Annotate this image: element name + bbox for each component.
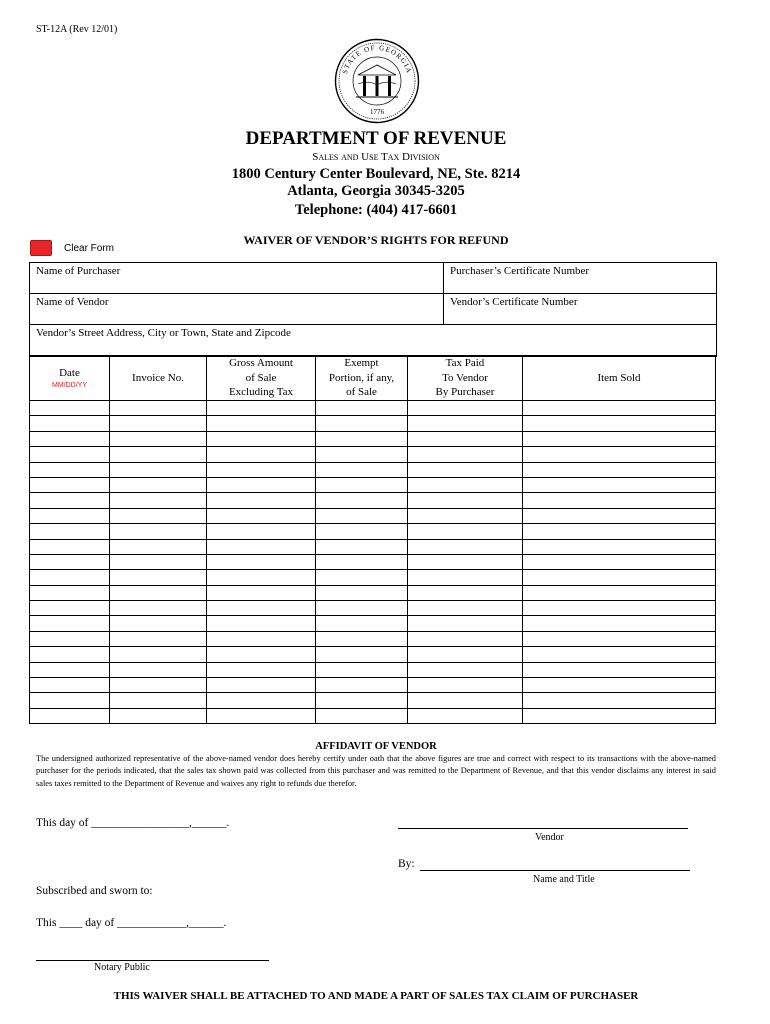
table-cell[interactable] xyxy=(110,678,207,693)
table-cell[interactable] xyxy=(316,416,408,431)
table-cell[interactable] xyxy=(523,693,716,708)
table-cell[interactable] xyxy=(110,508,207,523)
table-cell[interactable] xyxy=(523,462,716,477)
table-cell[interactable] xyxy=(30,401,110,416)
table-cell[interactable] xyxy=(523,401,716,416)
table-cell[interactable] xyxy=(110,662,207,677)
table-cell[interactable] xyxy=(408,662,523,677)
table-cell[interactable] xyxy=(30,708,110,723)
col-gross-amount xyxy=(207,356,316,401)
table-cell[interactable] xyxy=(408,570,523,585)
col-gross-line2: of Sale xyxy=(245,371,277,384)
table-cell[interactable] xyxy=(110,570,207,585)
table-cell[interactable] xyxy=(523,647,716,662)
georgia-seal-logo xyxy=(334,38,420,124)
table-cell[interactable] xyxy=(408,493,523,508)
table-cell[interactable] xyxy=(110,601,207,616)
table-cell[interactable] xyxy=(30,493,110,508)
table-cell[interactable] xyxy=(316,477,408,492)
table-cell[interactable] xyxy=(207,416,316,431)
table-cell[interactable] xyxy=(207,477,316,492)
table-cell[interactable] xyxy=(408,416,523,431)
table-cell[interactable] xyxy=(30,524,110,539)
affidavit-title: AFFIDAVIT OF VENDOR xyxy=(315,741,437,752)
seal-top-text: STATE OF GEORGIA xyxy=(340,43,414,75)
vendor-cert-field[interactable] xyxy=(444,294,716,324)
table-cell[interactable] xyxy=(207,462,316,477)
table-row xyxy=(30,631,716,646)
this-day-line-2[interactable]: This ____ day of ____________,______. xyxy=(36,917,227,929)
form-title: WAIVER OF VENDOR’S RIGHTS FOR REFUND xyxy=(243,233,509,247)
table-cell[interactable] xyxy=(408,647,523,662)
col-gross-line3: Excluding Tax xyxy=(228,386,294,399)
table-cell[interactable] xyxy=(110,631,207,646)
table-cell[interactable] xyxy=(408,693,523,708)
table-cell[interactable] xyxy=(408,708,523,723)
table-cell[interactable] xyxy=(408,539,523,554)
table-cell[interactable] xyxy=(523,493,716,508)
table-cell[interactable] xyxy=(523,616,716,631)
table-row xyxy=(30,647,716,662)
vendor-address-label: Vendor’s Street Address, City or Town, State and Zipcode xyxy=(36,327,291,339)
table-cell[interactable] xyxy=(316,401,408,416)
table-row xyxy=(30,524,716,539)
table-cell[interactable] xyxy=(207,554,316,569)
table-cell[interactable] xyxy=(207,401,316,416)
table-cell[interactable] xyxy=(523,477,716,492)
table-cell[interactable] xyxy=(30,601,110,616)
vendor-name-label: Name of Vendor xyxy=(36,296,109,308)
table-row xyxy=(30,401,716,416)
col-tax-paid xyxy=(408,356,523,401)
table-cell[interactable] xyxy=(110,477,207,492)
table-cell[interactable] xyxy=(207,539,316,554)
name-title-label: Name and Title xyxy=(533,874,595,885)
table-cell[interactable] xyxy=(110,616,207,631)
table-cell[interactable] xyxy=(316,554,408,569)
table-cell[interactable] xyxy=(30,678,110,693)
department-title: DEPARTMENT OF REVENUE xyxy=(245,128,507,149)
table-cell[interactable] xyxy=(316,493,408,508)
col-tax-line1: Tax Paid xyxy=(445,357,485,370)
table-cell[interactable] xyxy=(316,508,408,523)
table-cell[interactable] xyxy=(30,631,110,646)
table-cell[interactable] xyxy=(523,539,716,554)
table-cell[interactable] xyxy=(316,616,408,631)
table-cell[interactable] xyxy=(207,678,316,693)
table-row xyxy=(30,554,716,569)
affidavit-text: The undersigned authorized representative of the above-named vendor does hereby certify under oath that the above figures are true and correct with respect to its transactions with the above-named purchaser for the periods indicated, that the sales tax shown paid was collected from this purchaser and was remitted to the Department of Revenue, and that this vendor disclaims any interest in said sales taxes remitted to the Department of Revenue and waives any right to refunds due therefor. xyxy=(36,754,716,788)
address-line-2: Atlanta, Georgia 30345-3205 xyxy=(287,183,465,199)
table-cell[interactable] xyxy=(408,431,523,446)
purchaser-cert-field[interactable] xyxy=(444,263,716,293)
table-cell[interactable] xyxy=(207,631,316,646)
table-cell[interactable] xyxy=(523,631,716,646)
notary-signature-line[interactable] xyxy=(36,948,269,961)
col-date xyxy=(30,356,110,401)
table-cell[interactable] xyxy=(110,539,207,554)
table-cell[interactable] xyxy=(408,616,523,631)
table-cell[interactable] xyxy=(110,431,207,446)
col-invoice: Invoice No. xyxy=(110,356,207,401)
table-cell[interactable] xyxy=(523,708,716,723)
table-cell[interactable] xyxy=(316,647,408,662)
table-header-row xyxy=(30,356,716,401)
by-label: By: xyxy=(398,858,415,870)
table-row xyxy=(30,508,716,523)
table-cell[interactable] xyxy=(30,431,110,446)
col-exempt-line2: Portion, if any, xyxy=(328,371,395,384)
date-format-hint: MM/DD/YY xyxy=(52,381,87,389)
table-cell[interactable] xyxy=(207,708,316,723)
vendor-cert-label: Vendor’s Certificate Number xyxy=(450,296,578,308)
col-gross-line1: Gross Amount xyxy=(229,357,293,370)
table-row xyxy=(30,462,716,477)
table-cell[interactable] xyxy=(408,508,523,523)
table-cell[interactable] xyxy=(408,631,523,646)
footer-note: THIS WAIVER SHALL BE ATTACHED TO AND MADE A PART OF SALES TAX CLAIM OF PURCHASER xyxy=(113,990,639,1002)
table-cell[interactable] xyxy=(523,447,716,462)
col-exempt-line3: of Sale xyxy=(346,386,377,399)
col-tax-line2: To Vendor xyxy=(442,371,488,384)
table-cell[interactable] xyxy=(207,662,316,677)
seal-year: 1776 xyxy=(370,108,384,116)
table-cell[interactable] xyxy=(408,554,523,569)
name-title-line[interactable] xyxy=(420,858,690,871)
table-cell[interactable] xyxy=(316,570,408,585)
table-cell[interactable] xyxy=(316,678,408,693)
division-name: Sales and Use Tax Division xyxy=(312,151,440,163)
table-cell[interactable] xyxy=(523,678,716,693)
table-cell[interactable] xyxy=(207,431,316,446)
table-cell[interactable] xyxy=(110,554,207,569)
table-cell[interactable] xyxy=(207,601,316,616)
table-cell[interactable] xyxy=(408,477,523,492)
table-cell[interactable] xyxy=(30,616,110,631)
table-cell[interactable] xyxy=(523,416,716,431)
table-cell[interactable] xyxy=(110,585,207,600)
table-cell[interactable] xyxy=(523,431,716,446)
table-cell[interactable] xyxy=(207,693,316,708)
table-row xyxy=(30,447,716,462)
table-cell[interactable] xyxy=(110,493,207,508)
table-cell[interactable] xyxy=(110,416,207,431)
table-cell[interactable] xyxy=(207,585,316,600)
table-cell[interactable] xyxy=(30,662,110,677)
purchaser-name-label: Name of Purchaser xyxy=(36,265,121,277)
table-cell[interactable] xyxy=(316,708,408,723)
this-day-line[interactable]: This day of _________________,______. xyxy=(36,817,230,829)
table-cell[interactable] xyxy=(30,477,110,492)
table-cell[interactable] xyxy=(30,693,110,708)
table-row xyxy=(30,585,716,600)
table-cell[interactable] xyxy=(316,585,408,600)
table-cell[interactable] xyxy=(316,524,408,539)
table-row xyxy=(30,708,716,723)
table-cell[interactable] xyxy=(207,493,316,508)
table-cell[interactable] xyxy=(523,508,716,523)
table-cell[interactable] xyxy=(207,508,316,523)
purchaser-name-field[interactable] xyxy=(30,263,444,293)
table-row xyxy=(30,662,716,677)
table-cell[interactable] xyxy=(110,447,207,462)
table-cell[interactable] xyxy=(30,570,110,585)
table-cell[interactable] xyxy=(523,524,716,539)
vendor-purchaser-info xyxy=(29,262,717,357)
table-cell[interactable] xyxy=(30,554,110,569)
table-cell[interactable] xyxy=(207,616,316,631)
table-cell[interactable] xyxy=(110,708,207,723)
telephone: Telephone: (404) 417-6601 xyxy=(294,202,458,218)
table-cell[interactable] xyxy=(408,447,523,462)
table-cell[interactable] xyxy=(316,431,408,446)
table-row xyxy=(30,616,716,631)
table-cell[interactable] xyxy=(316,462,408,477)
table-cell[interactable] xyxy=(316,662,408,677)
table-cell[interactable] xyxy=(523,570,716,585)
table-cell[interactable] xyxy=(207,447,316,462)
table-cell[interactable] xyxy=(408,678,523,693)
table-row xyxy=(30,431,716,446)
table-cell[interactable] xyxy=(207,647,316,662)
table-cell[interactable] xyxy=(523,662,716,677)
table-cell[interactable] xyxy=(30,416,110,431)
col-item-sold: Item Sold xyxy=(523,356,716,401)
table-cell[interactable] xyxy=(316,601,408,616)
table-cell[interactable] xyxy=(110,647,207,662)
table-cell[interactable] xyxy=(207,570,316,585)
table-cell[interactable] xyxy=(316,539,408,554)
col-exempt-line1: Exempt xyxy=(344,357,379,370)
table-cell[interactable] xyxy=(316,631,408,646)
table-cell[interactable] xyxy=(30,539,110,554)
table-cell[interactable] xyxy=(110,462,207,477)
table-cell[interactable] xyxy=(408,462,523,477)
clear-form-label: Clear Form xyxy=(64,243,115,254)
table-cell[interactable] xyxy=(408,524,523,539)
table-cell[interactable] xyxy=(30,585,110,600)
address-line-1: 1800 Century Center Boulevard, NE, Ste. 8214 xyxy=(231,166,521,182)
vendor-address-field[interactable] xyxy=(30,325,716,356)
table-cell[interactable] xyxy=(30,447,110,462)
table-row xyxy=(30,493,716,508)
table-row xyxy=(30,416,716,431)
table-cell[interactable] xyxy=(30,647,110,662)
vendor-signature-line[interactable] xyxy=(398,816,688,829)
table-cell[interactable] xyxy=(316,693,408,708)
table-row xyxy=(30,678,716,693)
table-cell[interactable] xyxy=(523,585,716,600)
table-row xyxy=(30,539,716,554)
table-cell[interactable] xyxy=(110,401,207,416)
col-date-label: Date xyxy=(59,367,80,380)
subscribed-text: Subscribed and sworn to: xyxy=(36,885,153,897)
table-row xyxy=(30,477,716,492)
notary-public-label: Notary Public xyxy=(94,962,150,973)
table-cell[interactable] xyxy=(408,401,523,416)
table-cell[interactable] xyxy=(207,524,316,539)
transactions-table xyxy=(29,355,716,724)
table-cell[interactable] xyxy=(30,462,110,477)
table-cell[interactable] xyxy=(110,524,207,539)
table-cell[interactable] xyxy=(408,601,523,616)
table-cell[interactable] xyxy=(110,693,207,708)
table-cell[interactable] xyxy=(523,601,716,616)
table-cell[interactable] xyxy=(30,508,110,523)
form-id: ST-12A (Rev 12/01) xyxy=(36,24,118,35)
table-cell[interactable] xyxy=(408,585,523,600)
purchaser-cert-label: Purchaser’s Certificate Number xyxy=(450,265,590,277)
table-cell[interactable] xyxy=(316,447,408,462)
col-tax-line3: By Purchaser xyxy=(435,386,495,399)
table-row xyxy=(30,570,716,585)
table-cell[interactable] xyxy=(523,554,716,569)
vendor-name-field[interactable] xyxy=(30,294,444,324)
vendor-label: Vendor xyxy=(535,832,564,843)
col-exempt-portion xyxy=(316,356,408,401)
table-row xyxy=(30,601,716,616)
table-row xyxy=(30,693,716,708)
